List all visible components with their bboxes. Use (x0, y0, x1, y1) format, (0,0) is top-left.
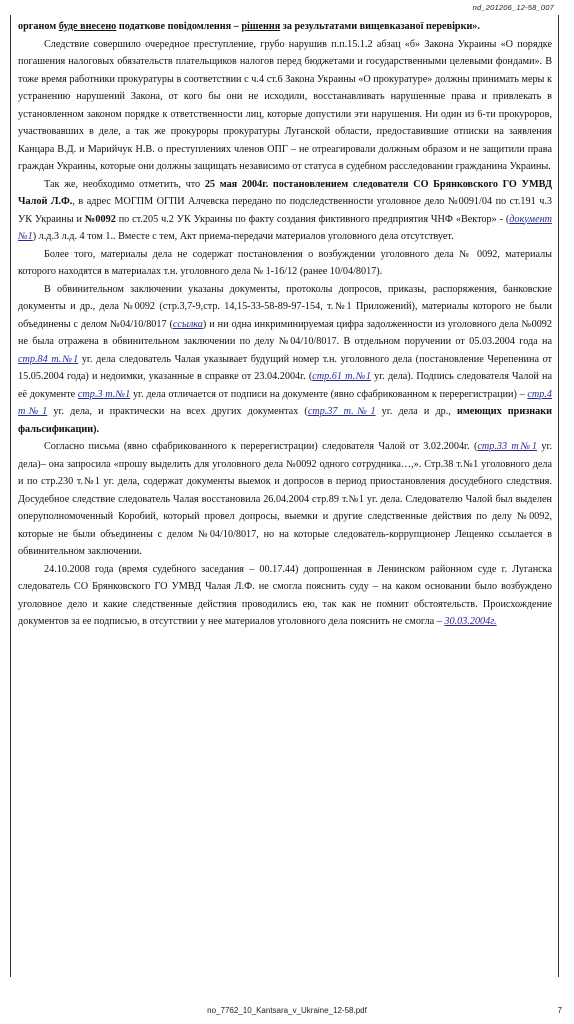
text: уг. дела отличается от подписи на документе (явно сфабрикованном к перерегистрации) – (130, 388, 528, 400)
text: по ст.205 ч.2 УК Украины по факту создания фиктивного предприятия ЧНФ «Вектор» - ( (115, 213, 510, 225)
page-link[interactable]: стр.4 т№1 (18, 388, 552, 417)
reference-link[interactable]: ссылка (172, 318, 203, 330)
document-body (18, 18, 552, 631)
document-reference: nd_201206_12-58_007 (472, 3, 554, 12)
text: ) л.д.3 л.д. 4 том 1.. Вместе с тем, Акт приема-передачи материалов уголовного дела отсутствует. (32, 231, 454, 242)
text-bold: 25 мая 2004г. постановлением следователя СО Брянковского ГО УМВД Чалой Л.Ф. (18, 178, 552, 207)
text-bold: №0092 (84, 213, 116, 225)
text-underlined: буде внесено (58, 21, 117, 32)
text: 24.10.2008 года (время судебного заседания – 00.17.44) допрошенная в Ленинском районном суде г. Луганска следователь СО Брянковского ГО УМВД Чалая Л.Ф. не смогла пояснить суду – на каком основании было возбуждено уголовное дело и какие следственные действия проводились ею, так как не помнит обстоятельств. Происхождение документов за ее подписью, в отсутствии у нее материалов уголовного дела пояснить не смогла – (18, 563, 552, 627)
paragraph-6 (18, 438, 552, 561)
page-link[interactable]: стр.3 т.№1 (77, 388, 131, 400)
paragraph-4: Более того, материалы дела не содержат постановления о возбуждении уголовного дела № 0092, материалы которого находятся в материалах т.н. уголовного дела № 1-16/12 (ранее 10/04/8017). (18, 248, 552, 277)
text: податкове повідомлення – (116, 21, 242, 32)
text: Согласно письма (явно сфабрикованного к перерегистрации) следователя Чалой от 3.02.2004г. ( (44, 441, 478, 452)
paragraph-3 (18, 176, 552, 246)
text: уг. дела и др., (375, 406, 457, 417)
paragraph-7 (18, 561, 552, 631)
text: ) и ни одна инкриминируемая цифра задолженности из уголовного дела №0092 не была отражена в обвинительном заключении по делу №04/10/8017. В отдельном поручении от 05.03.2004 года на (18, 318, 552, 347)
page-link[interactable]: стр.61 т.№1 (312, 371, 372, 382)
text: органом (18, 21, 59, 32)
text: Так же, необходимо отметить, что (44, 178, 205, 190)
paragraph-1 (18, 18, 552, 36)
page-number: 7 (557, 1006, 562, 1015)
page-link[interactable]: стр.37 т.№1 (307, 406, 376, 417)
text: В обвинительном заключении указаны документы, протоколы допросов, приказы, распоряжения, банковские документы и др., дела №0092 (стр.3,7-9,стр. 14,15-33-58-89-97-154, т.№1 Приложений), материалы которого не были объединены с делом №04/10/8017 ( (18, 283, 552, 330)
paragraph-5 (18, 281, 552, 439)
text-bold: имеющих признаки фальсификации). (18, 406, 552, 435)
text: уг. дела следователь Чалая указывает будущий номер т.н. уголовного дела (постановление Черепенина от 15.05.2004 года) и недоимки, указанные в справке от 23.04.2004г. ( (18, 353, 553, 382)
text: уг. дела, и практически на всех других документах ( (47, 406, 308, 417)
date-link[interactable]: 30.03.2004г. (444, 616, 497, 627)
footer-filename: no_7762_10_Kantsara_v_Ukraine_12-58.pdf (207, 1006, 367, 1015)
text: , в адрес МОГПМ ОГПИ Алчевска передано по подследственности уголовное дело №0091/04 по ст.191 ч.3 УК Украины и (18, 196, 553, 225)
paragraph-2: Следствие совершило очередное преступление, грубо нарушив п.п.15.1.2 абзац «б» Закона Украины «О порядке погашения налоговых обязательств плательщиков налогов перед бюджетами и государственными целевыми фондами». В тоже время работники прокуратуры в соответствии с ч.4 ст.6 Закона Украины «О прокуратуре» должны принимать меры к устранению нарушений Закона, от кого бы они не исходили, восстанавливать нарушенные права и привлекать в установленном законом порядке к ответственности лиц, которые допустили эти нарушения. Ни один из 6-ти прокуроров, участвовавших в деле, а так же прокуроры прокуратуры Луганской области, предоставившие отписки на заявления Канцара В.Д. и Марийчук Н.В. о преступлениях членов ОПГ – не отреагировали должным образом и не защитили права граждан Украины, которые они должны защищать независимо от статуса в судебном расследовании гражданина Украины. (18, 38, 552, 172)
page-link[interactable]: стр.84 т.№1 (18, 353, 79, 365)
text: уг. дела)– она запросила «прошу выделить для уголовного дела №0092 одного сотрудника…,». Стр.38 т.№1 уголовного дела и по стр.230 т.№1 уг. дела, содержат документы выемок и допросов в период приостановления досудебного следствия. Досудебное следствие следователь Чалая восстановила 26.04.2004 стр.89 т.№1 уг. дела. Следователю Чалой был выделен оперуполномоченный Коробий, который провел допросы, выемки и другие следственные действия по делу №0092, которые не были объединены с делом №04/10/8017, но на которые следователь-коррупционер Лещенко ссылается в обвинительном заключении. (18, 441, 553, 557)
text-underlined: рішення (241, 21, 281, 32)
page-link[interactable]: стр.33 т№1 (477, 441, 538, 452)
document-link[interactable]: документ №1 (18, 213, 552, 242)
text: за результатами вищевказаної перевірки». (280, 21, 480, 32)
text: уг. дела). Подпись следователя Чалой на её документе (18, 371, 552, 400)
